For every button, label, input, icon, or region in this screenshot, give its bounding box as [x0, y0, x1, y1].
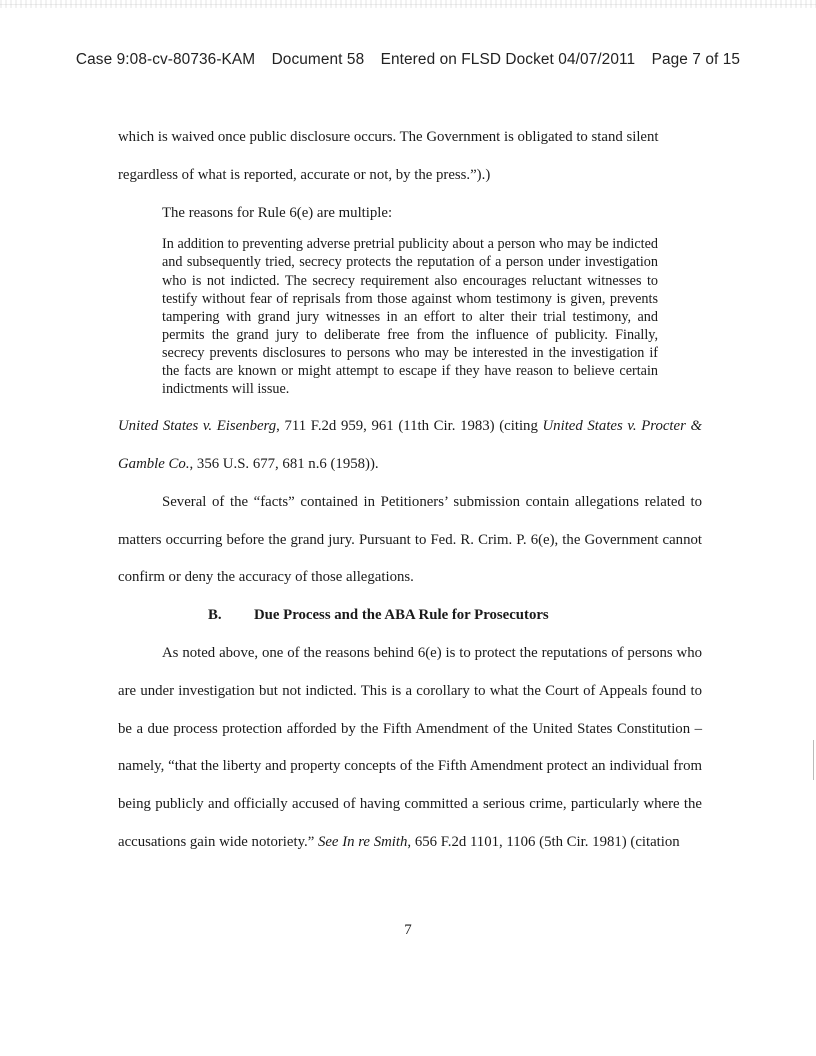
citation-paragraph: [118, 408, 702, 484]
page-number: 7: [404, 922, 412, 938]
page-body: [118, 119, 702, 862]
paragraph-facts: Several of the “facts” contained in Petitioners’ submission contain allegations related to matters occurring before the grand jury. Pursuant to Fed. R. Crim. P. 6(e), the Government cannot confirm or deny the accuracy of those allegations.: [118, 493, 702, 586]
section-heading: [118, 597, 702, 635]
due-process-citation: , 656 F.2d 1101, 1106 (5th Cir. 1981) (citation: [407, 834, 680, 850]
section-title: Due Process and the ABA Rule for Prosecutors: [254, 607, 549, 624]
see-in-re-smith: See In re Smith: [317, 834, 408, 850]
entered-date: Entered on FLSD Docket 04/07/2011: [380, 51, 636, 68]
paragraph-due-process: [118, 635, 702, 862]
paragraph-continuation-2: regardless of what is reported, accurate or not, by the press.”).): [118, 166, 491, 183]
paragraph-continuation-1: which is waived once public disclosure occurs. The Government is obligated to stand silent: [118, 129, 659, 145]
document-number: Document 58: [271, 51, 365, 68]
citation-case-1: United States v. Eisenberg: [118, 418, 277, 435]
docket-header: [0, 51, 816, 69]
due-process-text: As noted above, one of the reasons behind 6(e) is to protect the reputations of persons who are under investigation but not indicted. This is a corollary to what the Court of Appeals found to be a due process protection afforded by the Fifth Amendment of the United States Constitution – namely, “that the liberty and property concepts of the Fifth Amendment protect an individual from being publicly and officially accused of having committed a serious crime, particularly where the accusations gain wide notoriety.”: [118, 645, 702, 850]
scan-top-edge: [0, 0, 816, 8]
citation-case-2: United States v. Procter & Gamble Co.: [118, 418, 702, 473]
citation-text-2: , 356 U.S. 677, 681 n.6 (1958)).: [189, 456, 379, 473]
paragraph-reasons-intro: The reasons for Rule 6(e) are multiple:: [162, 204, 393, 221]
scan-margin-mark: [813, 740, 814, 780]
section-letter: B.: [208, 607, 222, 624]
block-quote: In addition to preventing adverse pretrial publicity about a person who may be indicted and subsequently tried, secrecy protects the reputation of a person under investigation who is not indicted. The secrecy requirement also encourages reluctant witnesses to testify without fear of reprisals from those against whom testimony is given, prevents tampering with grand jury witnesses in an effort to alter their trial testimony, and permits the grand jury to deliberate free from the influence of publicity. Finally, secrecy prevents disclosures to persons who may be interested in the investigation if the facts are known or might attempt to escape if they have reason to believe certain indictments will issue.: [162, 236, 658, 398]
case-number: Case 9:08-cv-80736-KAM: [75, 51, 256, 68]
citation-text-1: , 711 F.2d 959, 961 (11th Cir. 1983) (citing: [276, 418, 543, 435]
page-indicator: Page 7 of 15: [651, 51, 741, 68]
